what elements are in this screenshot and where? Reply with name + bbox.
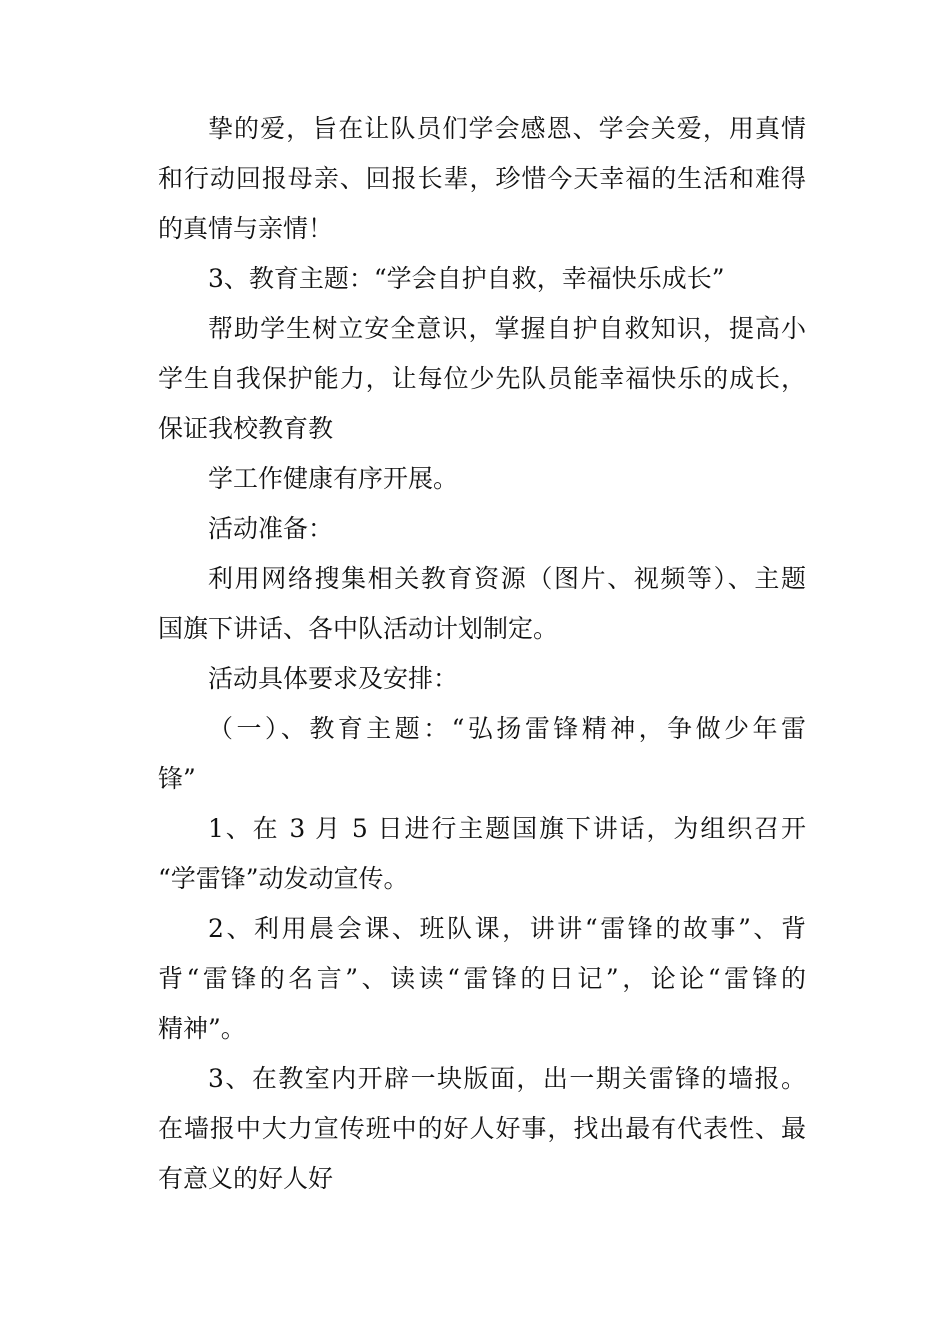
text-line: 1、在 3 月 5 日进行主题国旗下讲话，为组织召开 — [208, 814, 806, 843]
text-line: 国旗下讲话、各中队活动计划制定。 — [158, 614, 559, 643]
text-line: 和行动回报母亲、回报长辈，珍惜今天幸福的生活和难得 — [158, 164, 806, 193]
paragraph-1 — [158, 104, 806, 254]
text-line: 学工作健康有序开展。 — [208, 464, 459, 493]
text-line: 保证我校教育教 — [158, 414, 334, 443]
paragraph-5 — [158, 504, 806, 554]
paragraph-3 — [158, 304, 806, 454]
text-line: 精神”。 — [158, 1014, 246, 1043]
text-line: 学生自我保护能力，让每位少先队员能幸福快乐的成长， — [158, 364, 806, 393]
text-line: 2、利用晨会课、班队课，讲讲“雷锋的故事”、背 — [208, 914, 806, 943]
text-line: 在墙报中大力宣传班中的好人好事，找出最有代表性、最 — [158, 1114, 806, 1143]
text-line: “学雷锋”动发动宣传。 — [158, 864, 409, 893]
text-line: 背“雷锋的名言”、读读“雷锋的日记”，论论“雷锋的 — [158, 964, 806, 993]
section-heading: 活动具体要求及安排： — [208, 664, 459, 693]
text-line: 有意义的好人好 — [158, 1164, 334, 1193]
paragraph-11 — [158, 1054, 806, 1204]
paragraph-8 — [158, 704, 806, 804]
text-line: 的真情与亲情！ — [158, 214, 334, 243]
text-line: 3、在教室内开辟一块版面，出一期关雷锋的墙报。 — [208, 1064, 806, 1093]
section-heading: 活动准备： — [208, 514, 334, 543]
text-line: 挚的爱，旨在让队员们学会感恩、学会关爱，用真情 — [208, 114, 806, 143]
text-line: 利用网络搜集相关教育资源（图片、视频等）、主题 — [208, 564, 806, 593]
section-heading: （一）、教育主题：“弘扬雷锋精神，争做少年雷 — [208, 714, 806, 743]
paragraph-4 — [158, 454, 806, 504]
paragraph-10 — [158, 904, 806, 1054]
text-line: 帮助学生树立安全意识，掌握自护自救知识，提高小 — [208, 314, 806, 343]
paragraph-2 — [158, 254, 806, 304]
paragraph-9 — [158, 804, 806, 904]
document-body — [158, 104, 806, 1204]
section-heading: 3、教育主题：“学会自护自救，幸福快乐成长” — [208, 264, 725, 293]
paragraph-6 — [158, 554, 806, 654]
paragraph-7 — [158, 654, 806, 704]
text-line: 锋” — [158, 764, 196, 793]
